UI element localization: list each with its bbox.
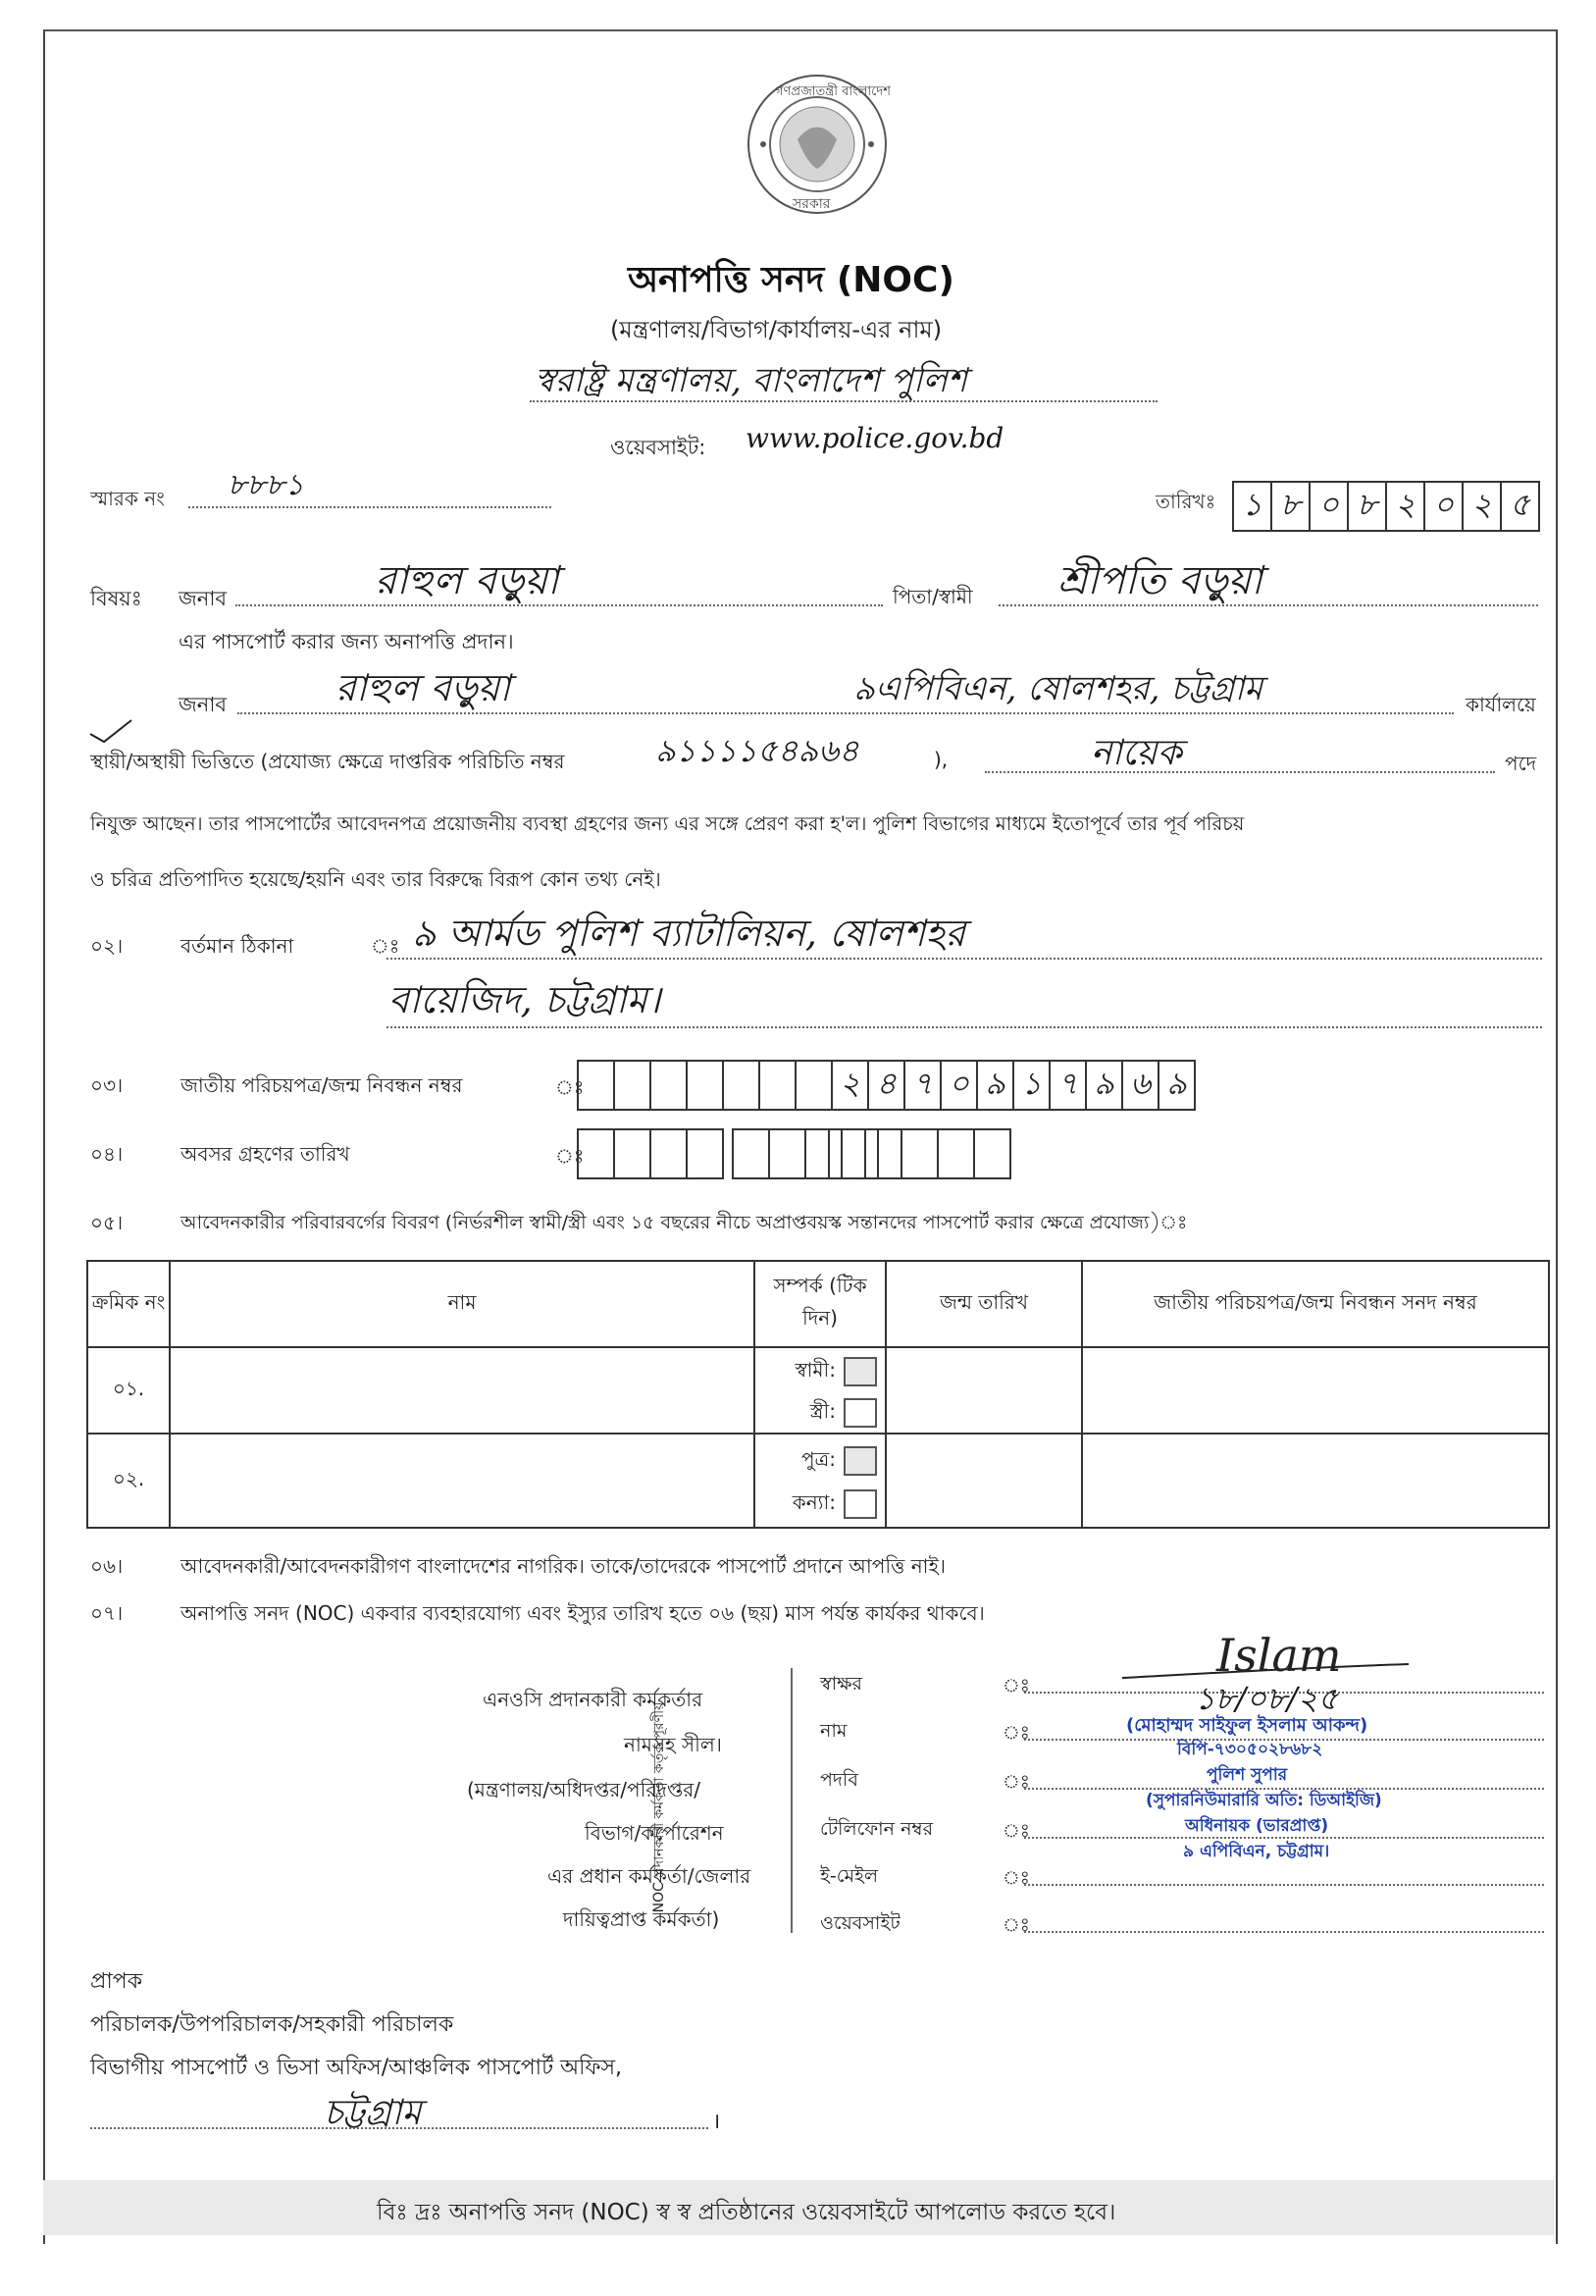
nid-digit: ১ xyxy=(1014,1062,1051,1109)
date-label: তারিখঃ xyxy=(1156,490,1216,513)
nid-label: জাতীয় পরিচয়পত্র/জন্ম নিবন্ধন নম্বর xyxy=(180,1073,463,1097)
nid-digit: ৭ xyxy=(1051,1062,1087,1109)
field-signature-label: স্বাক্ষর xyxy=(820,1673,862,1695)
field-colon: ঃ xyxy=(1003,1675,1030,1696)
officer-desc-5: এর প্রধান কর্মকর্তা/জেলার xyxy=(547,1864,751,1888)
address-line1-rule xyxy=(386,958,1542,960)
officer-bracket xyxy=(791,1668,793,1933)
stamp-line: (মোহাম্মদ সাইফুল ইসলাম আকন্দ) xyxy=(1126,1715,1368,1736)
col-relation: সম্পর্ক (টিক দিন) xyxy=(754,1261,886,1347)
perm-label: স্থায়ী/অস্থায়ী ভিত্তিতে (প্রযোজ্য ক্ষেত্রে দাপ্তরিক পরিচিতি নম্বর xyxy=(90,750,565,773)
recipient-line1: পরিচালক/উপপরিচালক/সহকারী পরিচালক xyxy=(90,2012,454,2037)
nid-digit xyxy=(797,1062,833,1109)
row-serial: ০২. xyxy=(87,1434,170,1528)
ministry-line xyxy=(530,400,1158,402)
row-dob[interactable] xyxy=(886,1434,1082,1528)
subject-mr-label: জনাব xyxy=(179,587,228,610)
item-05-number: ০৫। xyxy=(90,1211,124,1234)
item-06-text: আবেদনকারী/আবেদনকারীগণ বাংলাদেশের নাগরিক। তাকে/তাদেরকে পাসপোর্ট প্রদানে আপত্তি নাই। xyxy=(180,1554,947,1578)
relation-label: স্বামী: xyxy=(795,1358,836,1382)
relation-checkbox[interactable] xyxy=(844,1489,877,1519)
address-line1: ৯ আর্মড পুলিশ ব্যাটালিয়ন, ষোলশহর xyxy=(412,912,966,955)
field-designation-label: পদবি xyxy=(820,1769,858,1791)
officer-vertical-label: NOC প্রদানকারী কর্মকর্তা কর্তৃক পূরণীয় xyxy=(651,1701,667,1913)
nid-digit: ৯ xyxy=(978,1062,1014,1109)
check-mark-icon xyxy=(86,716,135,746)
retire-label: অবসর গ্রহণের তারিখ xyxy=(180,1142,350,1166)
website-value: www.police.gov.bd xyxy=(746,422,1004,454)
field-colon: ঃ xyxy=(1003,1914,1030,1936)
relation-checkbox[interactable] xyxy=(844,1446,877,1476)
subject-label: বিষয়ঃ xyxy=(90,587,142,610)
stamp-line: অধিনায়ক (ভারপ্রাপ্ত) xyxy=(1185,1816,1329,1836)
retire-year-boxes xyxy=(828,1128,1011,1179)
col-name: নাম xyxy=(170,1261,754,1347)
nid-digit xyxy=(724,1062,760,1109)
email-line xyxy=(1024,1884,1544,1886)
body-para1: নিযুক্ত আছেন। তার পাসপোর্টের আবেদনপত্র প্রয়োজনীয় ব্যবস্থা গ্রহণের জন্য এর সঙ্গে প্রেরণ করা হ'ল। পুলিশ বিভাগের মাধ্যমে ইতোপূর্বে তার পূর্ব পরিচয় xyxy=(90,812,1245,835)
row-name[interactable] xyxy=(170,1434,754,1528)
col-nid: জাতীয় পরিচয়পত্র/জন্ম নিবন্ধন সনদ নম্বর xyxy=(1082,1261,1549,1347)
body-para2: ও চরিত্র প্রতিপাদিত হয়েছে/হয়নি এবং তার বিরুদ্ধে বিরূপ কোন তথ্য নেই। xyxy=(90,867,661,891)
relation-label: কন্যা: xyxy=(792,1490,836,1514)
table-row xyxy=(87,1347,1549,1434)
date-digit: ৮ xyxy=(1272,483,1311,530)
nid-boxes xyxy=(577,1060,1196,1111)
nid-digit: ২ xyxy=(833,1062,869,1109)
date-digit: ০ xyxy=(1311,483,1349,530)
officer-desc-3: (মন্ত্রণালয়/অধিদপ্তর/পরিদপ্তর/ xyxy=(467,1778,701,1801)
stamp-line: (সুপারনিউমারারি অতি: ডিআইজি) xyxy=(1146,1791,1382,1810)
nid-digit: ০ xyxy=(942,1062,978,1109)
field-colon: ঃ xyxy=(1003,1820,1030,1842)
field-name-label: নাম xyxy=(820,1720,848,1742)
item-06-number: ০৬। xyxy=(90,1554,124,1578)
address-colon: ঃ xyxy=(371,934,400,958)
stamp-line: ৯ এপিবিএন, চট্টগ্রাম। xyxy=(1183,1842,1330,1861)
field-website-label: ওয়েবসাইট xyxy=(820,1912,901,1934)
officer-desc-1: এনওসি প্রদানকারী কর্মকর্তার xyxy=(483,1688,703,1711)
emblem-top-text: গণপ্রজাতন্ত্রী বাংলাদেশ xyxy=(775,84,891,99)
body-mr-label: জনাব xyxy=(179,693,228,716)
field-email-label: ই-মেইল xyxy=(820,1865,879,1887)
applicant-name: রাহুল বড়ুয়া xyxy=(375,558,559,603)
footer-note: বিঃ দ্রঃ অনাপত্তি সনদ (NOC) স্ব স্ব প্রতিষ্ঠানের ওয়েবসাইটে আপলোড করতে হবে। xyxy=(377,2200,1116,2225)
perm-close: ), xyxy=(934,748,949,771)
table-row xyxy=(87,1434,1549,1528)
officer-desc-6: দায়িত্বপ্রাপ্ত কর্মকর্তা) xyxy=(563,1907,720,1931)
nid-digit: ৬ xyxy=(1123,1062,1159,1109)
recipient-city: চট্টগ্রাম xyxy=(324,2093,422,2133)
post-suffix: পদে xyxy=(1505,752,1537,775)
nid-digit: ৭ xyxy=(905,1062,942,1109)
row-name[interactable] xyxy=(170,1347,754,1434)
post-name: নায়েক xyxy=(1091,733,1182,773)
relation-checkbox[interactable] xyxy=(844,1398,877,1428)
page-title: অনাপত্তি সনদ (NOC) xyxy=(628,260,954,300)
nid-digit xyxy=(760,1062,797,1109)
col-dob: জন্ম তারিখ xyxy=(886,1261,1082,1347)
subject-line2: এর পাসপোর্ট করার জন্য অনাপত্তি প্রদান। xyxy=(179,630,514,653)
field-colon: ঃ xyxy=(1003,1771,1030,1793)
stamp-line: পুলিশ সুপার xyxy=(1207,1765,1288,1785)
nid-colon: ঃ xyxy=(555,1075,585,1099)
emblem-bottom-text: সরকার xyxy=(793,196,831,212)
subtitle: (মন্ত্রণালয়/বিভাগ/কার্যালয়-এর নাম) xyxy=(610,316,943,343)
row-serial: ০১. xyxy=(87,1347,170,1434)
body-name-line xyxy=(237,712,1454,714)
recipient-end: । xyxy=(712,2110,721,2134)
nid-digit: ৯ xyxy=(1166,1065,1187,1102)
retire-day-boxes xyxy=(577,1128,724,1179)
officer-desc-2: নামসহ সীল। xyxy=(624,1733,722,1756)
relation-label: স্ত্রী: xyxy=(809,1399,836,1423)
relation-label: পুত্র: xyxy=(800,1447,836,1471)
nid-digit xyxy=(579,1062,615,1109)
address-line2: বায়েজিদ, চট্টগ্রাম। xyxy=(388,978,661,1021)
field-colon: ঃ xyxy=(1003,1867,1030,1889)
website-line xyxy=(1024,1931,1544,1933)
officer-signature: Islam xyxy=(1216,1629,1342,1682)
nid-digit xyxy=(651,1062,688,1109)
body-office: ৯এপিবিএন, ষোলশহর, চট্টগ্রাম xyxy=(853,669,1263,708)
date-digit: ১ xyxy=(1234,483,1272,530)
nid-digit xyxy=(615,1062,651,1109)
stamp-line: বিপি-৭৩০৫০২৮৬৮২ xyxy=(1177,1740,1323,1759)
relation-checkbox[interactable] xyxy=(844,1357,877,1386)
memo-label: স্মারক নং xyxy=(90,487,165,510)
row-nid[interactable] xyxy=(1082,1434,1549,1528)
date-digit: ২ xyxy=(1464,483,1502,530)
office-suffix: কার্যালয়ে xyxy=(1466,693,1536,716)
body-name: রাহুল বড়ুয়া xyxy=(335,666,511,709)
row-dob[interactable] xyxy=(886,1347,1082,1434)
address-line2-rule xyxy=(386,1026,1542,1028)
nid-digit: ৪ xyxy=(869,1062,905,1109)
officer-desc-4: বিভাগ/কর্পোরেশন xyxy=(585,1821,724,1845)
ministry-name: স্বরাষ্ট্র মন্ত্রণালয়, বাংলাদেশ পুলিশ xyxy=(535,361,967,400)
post-line xyxy=(985,771,1495,773)
father-label: পিতা/স্বামী xyxy=(893,585,973,608)
date-digit: ২ xyxy=(1387,483,1425,530)
address-label: বর্তমান ঠিকানা xyxy=(180,934,294,958)
recipient-label: প্রাপক xyxy=(90,1969,143,1994)
date-digit: ০ xyxy=(1425,483,1464,530)
col-serial: ক্রমিক নং xyxy=(87,1261,170,1347)
date-digit: ৮ xyxy=(1349,483,1387,530)
official-id-number: ৯১১১১৫৪৯৬৪ xyxy=(655,732,859,769)
item-03-number: ০৩। xyxy=(90,1073,124,1097)
website-label: ওয়েবসাইট: xyxy=(610,436,706,459)
nid-digit: ৯ xyxy=(1087,1062,1123,1109)
family-table xyxy=(86,1260,1550,1529)
item-02-number: ০২। xyxy=(90,934,124,958)
father-name-line xyxy=(999,604,1538,606)
item-04-number: ০৪। xyxy=(90,1142,124,1166)
field-colon: ঃ xyxy=(1003,1722,1030,1744)
date-boxes xyxy=(1232,481,1540,532)
item-07-number: ০৭। xyxy=(90,1601,124,1625)
family-label: আবেদনকারীর পরিবারবর্গের বিবরণ (নির্ভরশীল স্বামী/স্ত্রী এবং ১৫ বছরের নীচে অপ্রাপ্তবয়স্ক সন্তানদের পাসপোর্ট করার ক্ষেত্রে প্রযোজ্য)ঃ xyxy=(180,1212,1188,1233)
memo-line xyxy=(188,506,551,508)
nid-digit xyxy=(688,1062,724,1109)
signature-date: ১৮/০৮/২৫ xyxy=(1195,1680,1339,1717)
recipient-line2: বিভাগীয় পাসপোর্ট ও ভিসা অফিস/আঞ্চলিক পাসপোর্ট অফিস, xyxy=(90,2056,622,2080)
row-nid[interactable] xyxy=(1082,1347,1549,1434)
father-name: শ্রীপতি বড়ুয়া xyxy=(1057,558,1262,603)
applicant-name-line xyxy=(235,604,883,606)
memo-number: ৮৮৮১ xyxy=(228,468,304,502)
date-digit: ৫ xyxy=(1510,486,1530,523)
item-07-text: অনাপত্তি সনদ (NOC) একবার ব্যবহারযোগ্য এবং ইস্যুর তারিখ হতে ০৬ (ছয়) মাস পর্যন্ত কার্যকর থাকবে। xyxy=(180,1601,985,1625)
recipient-line xyxy=(90,2127,708,2129)
retire-colon: ঃ xyxy=(555,1144,585,1168)
field-phone-label: টেলিফোন নম্বর xyxy=(820,1818,934,1840)
